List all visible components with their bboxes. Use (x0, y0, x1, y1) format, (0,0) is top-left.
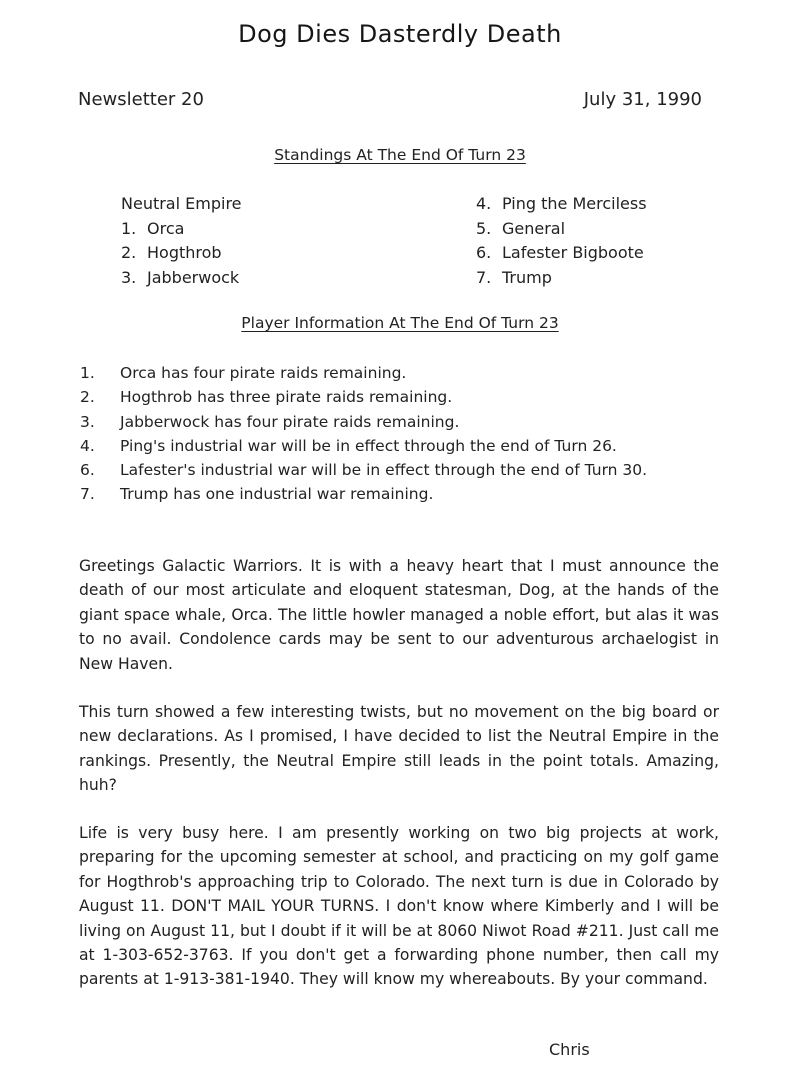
standings-heading: Standings At The End Of Turn 23 (274, 146, 526, 164)
body-paragraph-greetings: Greetings Galactic Warriors. It is with a heavy heart that I must announce the death of our most articulate and eloquent statesman, Dog, at the hands of the giant space whale, Orca. The little howler managed a noble effort, but alas it was to no avail. Condolence cards may be sent to our adventurous archaelogist in New Haven. (79, 557, 719, 673)
standings-name: General (502, 218, 566, 238)
list-item (80, 385, 647, 409)
standings-rank: 1. (121, 218, 137, 238)
standings-row (476, 241, 647, 266)
standings-rank: 4. (476, 194, 492, 213)
player-info-list (80, 361, 647, 507)
standings-row (476, 266, 647, 291)
body-paragraph-personal-news: Life is very busy here. I am presently working on two big projects at work, preparing for the upcoming semester at school, and practicing on my golf game for Hogthrob's approaching trip to Colorado. The next turn is due in Colorado by August 11. DON'T MAIL YOUR TURNS. I don't know where Kimberly and I will be living on August 11, but I doubt if it will be at 8060 Niwot Road #211. Just call me at 1-303-652-3763. If you don't get a forwarding phone number, then call my parents at 1-913-381-1940. They will know my whereabouts. By your command. (79, 824, 719, 989)
standings-name: Orca (147, 218, 185, 238)
list-item-number: 4. (80, 436, 95, 455)
standings-row (121, 241, 242, 266)
list-item (80, 410, 647, 434)
standings-right-column (476, 192, 647, 290)
standings-row (121, 266, 242, 291)
newsletter-date: July 31, 1990 (583, 89, 702, 110)
list-item-text: Ping's industrial war will be in effect through the end of Turn 26. (120, 436, 617, 455)
standings-name: Jabberwock (147, 267, 240, 287)
body-paragraph-turn-summary: This turn showed a few interesting twists, but no movement on the big board or new declarations. As I promised, I have decided to list the Neutral Empire in the rankings. Presently, the Neutral Empire still leads in the point totals. Amazing, huh? (79, 703, 719, 795)
standings-rank: 5. (476, 218, 492, 238)
list-item-number: 6. (80, 461, 95, 480)
standings-row (121, 192, 242, 217)
signature: Chris (549, 1040, 590, 1059)
standings-rank: 3. (121, 267, 137, 287)
list-item-text: Trump has one industrial war remaining. (120, 485, 434, 504)
standings-row (121, 217, 242, 242)
list-item (80, 458, 647, 482)
standings-name: Trump (502, 267, 552, 287)
standings-rank: 6. (476, 243, 492, 262)
list-item-number: 7. (80, 485, 95, 504)
standings-left-column (121, 192, 242, 290)
list-item-number: 2. (80, 388, 95, 407)
list-item (80, 434, 647, 458)
newsletter-number: Newsletter 20 (78, 89, 204, 110)
list-item-number: 1. (80, 364, 95, 382)
standings-name: Hogthrob (147, 243, 222, 262)
standings-row (476, 192, 647, 217)
list-item-text: Orca has four pirate raids remaining. (120, 364, 407, 382)
list-item (80, 361, 647, 385)
list-item-text: Jabberwock has four pirate raids remaining. (120, 412, 460, 431)
standings-row (476, 217, 647, 242)
standings-name: Neutral Empire (121, 194, 242, 213)
list-item-text: Hogthrob has three pirate raids remaining. (120, 388, 453, 407)
standings-rank: 7. (476, 267, 492, 287)
list-item-number: 3. (80, 412, 95, 431)
standings-name: Ping the Merciless (502, 194, 647, 213)
standings-name: Lafester Bigboote (502, 243, 644, 262)
list-item-text: Lafester's industrial war will be in effect through the end of Turn 30. (120, 461, 648, 480)
list-item (80, 482, 647, 506)
standings-rank: 2. (121, 243, 137, 262)
player-info-heading: Player Information At The End Of Turn 23 (241, 314, 559, 332)
newsletter-title: Dog Dies Dasterdly Death (238, 20, 562, 48)
